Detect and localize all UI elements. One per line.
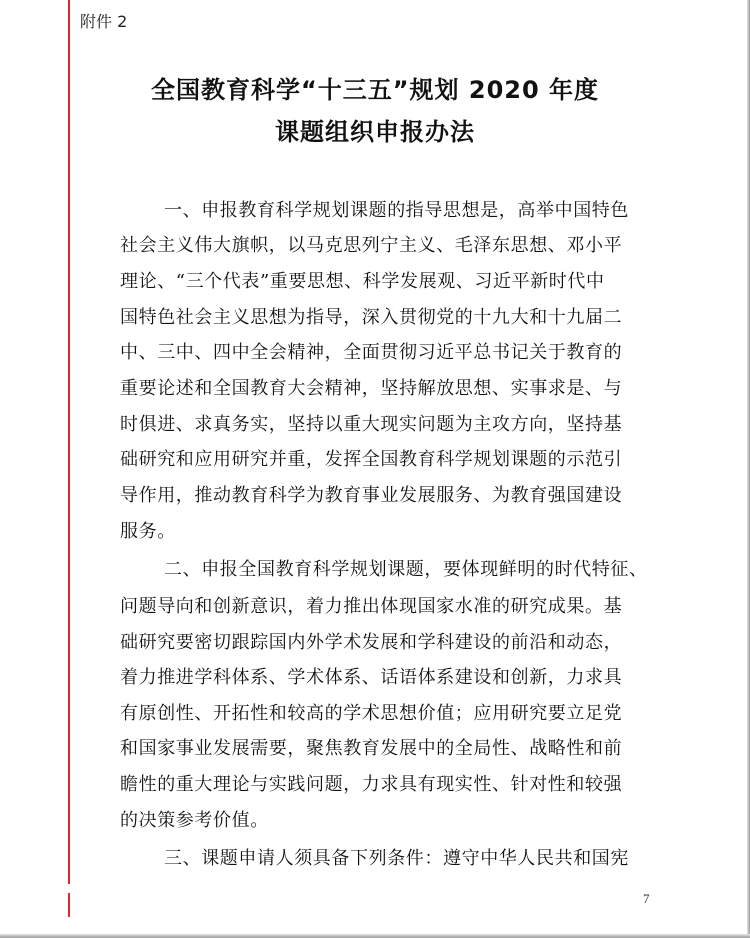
red-margin-line-bottom <box>68 893 70 917</box>
page-number: 7 <box>643 891 650 906</box>
paragraph-1-line: 中、三中、四中全会精神，全面贯彻习近平总书记关于教育的 <box>120 342 623 363</box>
paragraph-2-line: 有原创性、开拓性和较高的学术思想价值；应用研究要立足党 <box>120 703 623 724</box>
attachment-label: 附件 2 <box>80 12 128 31</box>
paragraph-1-line: 一、申报教育科学规划课题的指导思想是，高举中国特色 <box>164 200 629 221</box>
document-title-line-2: 课题组织申报办法 <box>275 118 475 146</box>
paragraph-1-line: 重要论述和全国教育大会精神，坚持解放思想、实事求是、与 <box>120 378 623 399</box>
paragraph-2-line: 础研究要密切跟踪国内外学术发展和学科建设的前沿和动态， <box>120 632 623 653</box>
document-title-line-1: 全国教育科学“十三五”规划 2020 年度 <box>150 76 600 104</box>
paragraph-1-line: 础研究和应用研究并重，发挥全国教育科学规划课题的示范引 <box>120 449 623 470</box>
page-edge-shadow-bottom <box>0 934 750 938</box>
paragraph-3-line: 三、课题申请人须具备下列条件：遵守中华人民共和国宪 <box>164 848 629 869</box>
paragraph-1-line: 服务。 <box>120 521 176 542</box>
paragraph-1-line: 国特色社会主义思想为指导，深入贯彻党的十九大和十九届二 <box>120 307 623 328</box>
paragraph-2-line: 的决策参考价值。 <box>120 810 269 831</box>
paragraph-1-line: 理论、“三个代表”重要思想、科学发展观、习近平新时代中 <box>120 271 605 292</box>
paragraph-2-line: 着力推进学科体系、学术体系、话语体系建设和创新，力求具 <box>120 667 623 688</box>
paragraph-1-line: 导作用，推动教育科学为教育事业发展服务、为教育强国建设 <box>120 485 623 506</box>
paragraph-2-line: 二、申报全国教育科学规划课题，要体现鲜明的时代特征、 <box>164 559 648 580</box>
paragraph-1-line: 社会主义伟大旗帜，以马克思列宁主义、毛泽东思想、邓小平 <box>120 235 623 256</box>
paragraph-2-line: 问题导向和创新意识，着力推出体现国家水准的研究成果。基 <box>120 596 623 617</box>
paragraph-2-line: 瞻性的重大理论与实践问题，力求具有现实性、针对性和较强 <box>120 774 623 795</box>
paragraph-1-line: 时俱进、求真务实，坚持以重大现实问题为主攻方向，坚持基 <box>120 414 623 435</box>
paragraph-2-line: 和国家事业发展需要，聚焦教育发展中的全局性、战略性和前 <box>120 738 623 759</box>
